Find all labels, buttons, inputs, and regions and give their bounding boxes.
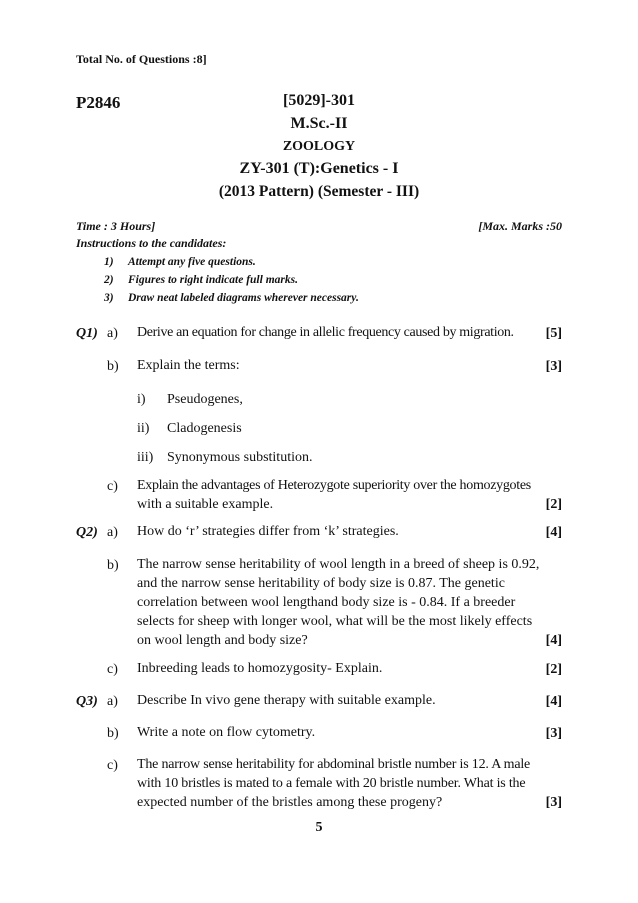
sub-label: a): [107, 525, 118, 540]
question-text: How do ‘r’ strategies differ from ‘k’ strategies.: [137, 524, 399, 539]
question-text: Explain the terms:: [137, 358, 240, 373]
question-text: Describe In vivo gene therapy with suitable example.: [137, 693, 436, 708]
sub-label: b): [107, 558, 119, 573]
page-number: 5: [315, 820, 323, 835]
max-marks-label: [Max. Marks :50: [478, 219, 562, 233]
item-text: Synonymous substitution.: [167, 450, 313, 465]
seat-code: [5029]-301: [283, 92, 355, 109]
sub-label: b): [107, 726, 119, 741]
marks: [2]: [545, 662, 562, 677]
sub-label: c): [107, 662, 118, 677]
question-text-line: with a suitable example.: [137, 497, 274, 512]
marks: [4]: [545, 694, 562, 709]
exam-pattern: (2013 Pattern) (Semester - III): [218, 183, 420, 200]
item-number: i): [137, 392, 146, 407]
question-text-line: expected number of the bristles among these progeny?: [137, 795, 443, 810]
marks: [2]: [545, 497, 562, 512]
question-text-line: Explain the advantages of Heterozygote superiority over the homozygotes: [137, 478, 531, 493]
question-text-line: The narrow sense heritability for abdominal bristle number is 12. A male: [137, 757, 531, 772]
question-text-line: selects for sheep with longer wool, what will be the most likely effects: [137, 614, 533, 629]
sub-label: c): [107, 758, 118, 773]
marks: [3]: [545, 359, 562, 374]
item-text: Pseudogenes,: [167, 392, 243, 407]
subject: ZOOLOGY: [282, 139, 356, 154]
question-text-line: The narrow sense heritability of wool length in a breed of sheep is 0.92,: [137, 557, 540, 572]
course: M.Sc.-II: [290, 115, 348, 132]
sub-label: a): [107, 326, 118, 341]
item-number: iii): [137, 450, 154, 465]
question-text-line: and the narrow sense heritability of body size is 0.87. The genetic: [137, 576, 505, 591]
item-number: ii): [137, 421, 150, 436]
question-label: Q3): [76, 694, 98, 709]
marks: [4]: [545, 525, 562, 540]
instruction-text: Figures to right indicate full marks.: [128, 274, 298, 286]
question-text: Inbreeding leads to homozygosity- Explain.: [137, 661, 383, 676]
marks: [4]: [545, 633, 562, 648]
question-label: Q1): [76, 326, 98, 341]
time-label: Time : 3 Hours]: [76, 219, 156, 233]
question-text-line: correlation between wool lengthand body size is - 0.84. If a breeder: [137, 595, 516, 610]
question-text-line: on wool length and body size?: [137, 633, 308, 648]
question-label: Q2): [76, 525, 98, 540]
instruction-number: 2): [104, 274, 114, 286]
sub-label: a): [107, 694, 118, 709]
paper-code: P2846: [76, 93, 121, 112]
marks: [5]: [545, 326, 562, 341]
instruction-text: Attempt any five questions.: [128, 256, 256, 268]
instruction-number: 1): [104, 256, 114, 268]
marks: [3]: [545, 726, 562, 741]
question-text: Write a note on flow cytometry.: [137, 725, 316, 740]
item-text: Cladogenesis: [167, 421, 242, 436]
sub-label: c): [107, 479, 118, 494]
question-text-line: with 10 bristles is mated to a female with 20 bristle number. What is the: [137, 776, 526, 791]
instructions-heading: Instructions to the candidates:: [76, 236, 227, 250]
instruction-text: Draw neat labeled diagrams wherever necessary.: [128, 292, 359, 304]
marks: [3]: [545, 795, 562, 810]
instruction-number: 3): [104, 292, 114, 304]
total-questions: Total No. of Questions :8]: [76, 52, 207, 66]
paper-title: ZY-301 (T):Genetics - I: [239, 160, 399, 177]
sub-label: b): [107, 359, 119, 374]
question-text: Derive an equation for change in allelic frequency caused by migration.: [137, 325, 514, 340]
